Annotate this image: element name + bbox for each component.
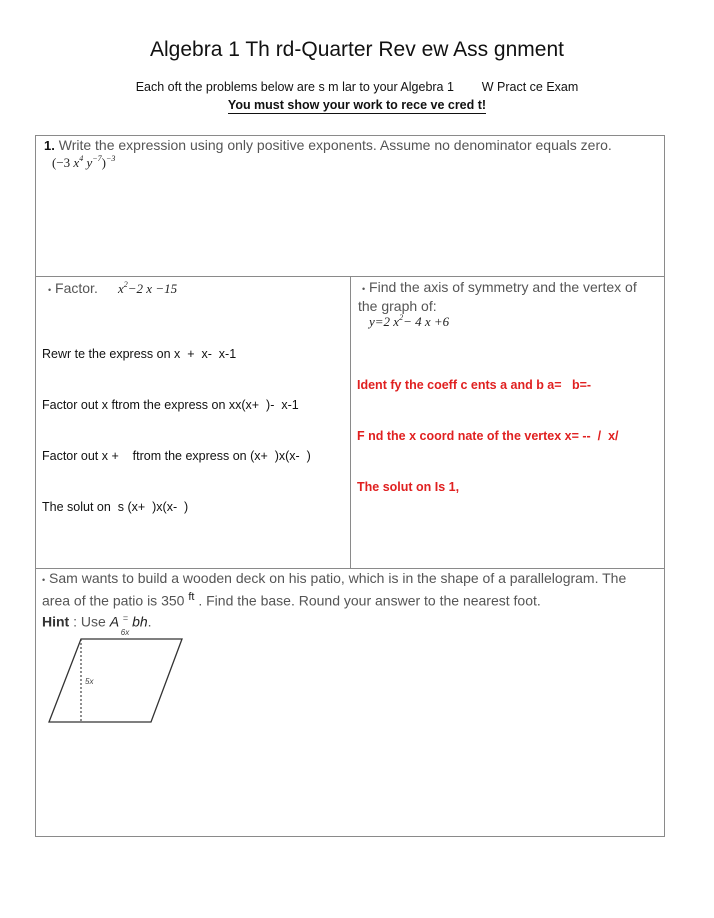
q4-hint-end: .	[147, 613, 152, 630]
q3-eq-rest: − 4 x +6	[403, 314, 450, 329]
q2-work-line: Factor out x ftrom the express on xx(x+ )- x-1	[42, 398, 299, 412]
parallelogram-shape	[49, 639, 182, 722]
q3-answer-line: The solut on Is 1,	[357, 480, 460, 494]
q2-expr-rest: −2 x −15	[127, 281, 178, 296]
q3-prompt	[358, 279, 662, 315]
q4-line-2	[42, 589, 657, 610]
q2-work-line: Rewr te the express on x + x- x-1	[42, 347, 237, 361]
q1-expression	[52, 154, 115, 171]
q3-answers	[357, 343, 619, 530]
q3-answer-line: Ident fy the coeff c ents a and b a= b=-	[357, 378, 592, 392]
parallelogram-figure	[44, 626, 194, 726]
q1-prompt-row	[44, 137, 659, 154]
q4-prompt	[42, 570, 657, 630]
q4-hint-bh: bh	[132, 613, 148, 630]
q3-prompt-line-1	[362, 279, 662, 298]
q1-expr-exp-y: −7	[92, 154, 102, 163]
q3-prompt-text-1: Find the axis of symmetry and the vertex of	[369, 279, 637, 295]
row-divider-2	[36, 568, 664, 569]
q1-expr-exp-x: 4	[79, 154, 84, 163]
q4-unit: ft	[188, 591, 195, 603]
q2-bullet: •	[48, 285, 52, 295]
q4-line-1	[42, 570, 657, 589]
q2-prompt-row	[48, 280, 98, 299]
q4-hint-eq: =	[122, 612, 129, 623]
column-divider	[350, 276, 351, 568]
q4-bullet: •	[42, 575, 46, 585]
q4-line-2a: area of the patio is 350	[42, 592, 185, 609]
q3-eq-lhs: y=2 x	[369, 314, 400, 329]
q2-expr-exp: 2	[123, 280, 128, 289]
work-notice-text: You must show your work to rece ve cred t!	[227, 98, 487, 112]
q1-prompt: Write the expression using only positive exponents. Assume no denominator equals zero.	[58, 137, 612, 153]
q1-expr-outer-exp: −3	[105, 154, 116, 163]
height-label: 5x	[85, 677, 94, 686]
q3-equation	[369, 313, 449, 330]
q1-number: 1.	[44, 138, 55, 153]
q3-answer-line: F nd the x coord nate of the vertex x= -- / x/	[357, 429, 619, 443]
q3-eq-exp: 2	[399, 313, 404, 322]
page-title: Algebra 1 Th rd-Quarter Rev ew Ass gnment	[150, 38, 564, 61]
q1-expr-var-y: y	[86, 155, 93, 170]
q4-line-1-text: Sam wants to build a wooden deck on his patio, which is in the shape of a parallelogram. The	[49, 570, 627, 586]
q4-line-2b: . Find the base. Round your answer to the nearest foot.	[198, 592, 541, 609]
q3-bullet: •	[362, 284, 366, 294]
q2-work	[42, 312, 311, 550]
q1-expr-open: (−3	[52, 155, 71, 170]
worksheet-table	[35, 135, 665, 837]
q3-prompt-line-2: the graph of:	[358, 298, 437, 314]
work-notice	[0, 98, 714, 112]
q2-work-line: Factor out x + ftrom the express on (x+ )x(x- )	[42, 449, 311, 463]
q4-hint-sep: : Use	[69, 613, 110, 630]
q1-expr-var-x: x	[73, 155, 80, 170]
q2-expr-var: x	[118, 281, 124, 296]
page-subtitle: Each oft the problems below are s m lar to your Algebra 1 W Pract ce Exam	[135, 80, 579, 94]
q4-hint-a: A	[109, 613, 120, 630]
top-side-label: 6x	[120, 628, 130, 637]
q4-hint-label: Hint	[42, 613, 70, 630]
q2-work-line: The solut on s (x+ )x(x- )	[42, 500, 189, 514]
q2-prompt: Factor.	[55, 280, 98, 296]
q2-expression	[118, 280, 177, 297]
q1-expr-close: )	[101, 155, 106, 170]
